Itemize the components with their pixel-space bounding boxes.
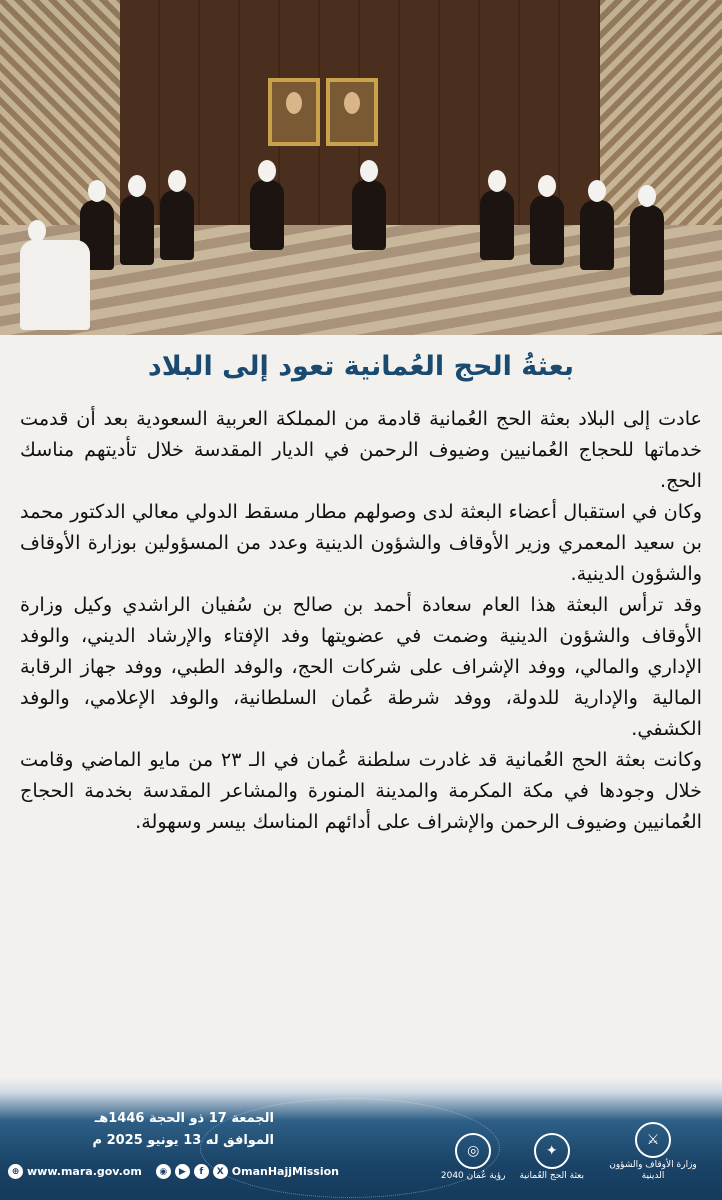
youtube-icon[interactable]: ▶ bbox=[175, 1164, 190, 1179]
portrait-left bbox=[268, 78, 320, 146]
footer bbox=[0, 1078, 722, 1200]
person bbox=[160, 190, 194, 260]
person bbox=[530, 195, 564, 265]
hajj-mission-logo-icon: ✦ bbox=[534, 1133, 570, 1169]
article-paragraph: وكانت بعثة الحج العُمانية قد غادرت سلطنة عُمان في الـ ٢٣ من مايو الماضي وقامت خلال وجودها في مكة المكرمة والمدينة المنورة والمشاعر المقدسة بخدمة الحجاج العُمانيين وضيوف الرحمن والإشراف على أدائهم المناسك بيسر وسهولة. bbox=[20, 748, 702, 833]
date-block bbox=[24, 1108, 274, 1152]
article-body bbox=[20, 403, 702, 837]
hajj-mission-logo: ✦ بعثة الحج العُمانية bbox=[519, 1133, 584, 1182]
vision-logo: ◎ رؤية عُمان 2040 bbox=[441, 1133, 506, 1182]
header-photo bbox=[0, 0, 722, 335]
ministry-emblem-icon: ⚔ bbox=[635, 1122, 671, 1158]
contact-links bbox=[8, 1164, 339, 1179]
instagram-icon[interactable]: ◉ bbox=[156, 1164, 171, 1179]
person bbox=[120, 195, 154, 265]
portrait-right bbox=[326, 78, 378, 146]
person bbox=[480, 190, 514, 260]
article-paragraph: عادت إلى البلاد بعثة الحج العُمانية قادمة من المملكة العربية السعودية بعد أن قدمت خدماتها للحجاج العُمانيين وضيوف الرحمن في الديار المقدسة خلال تأديتهم مناسك الحج. bbox=[20, 407, 702, 492]
article-section bbox=[0, 335, 722, 1090]
social-link[interactable]: ◉ ▶ f X OmanHajjMission bbox=[156, 1164, 339, 1179]
date-hijri: الجمعة 17 ذو الحجة 1446هـ bbox=[94, 1111, 274, 1126]
ministry-logo: ⚔ وزارة الأوقاف والشؤون الدينية bbox=[598, 1122, 708, 1182]
facebook-icon[interactable]: f bbox=[194, 1164, 209, 1179]
globe-icon: ⊕ bbox=[8, 1164, 23, 1179]
person-seated-left bbox=[250, 180, 284, 250]
logo-strip bbox=[441, 1122, 708, 1182]
date-gregorian: الموافق له 13 يونيو 2025 م bbox=[92, 1133, 274, 1148]
vision-logo-icon: ◎ bbox=[455, 1133, 491, 1169]
article-paragraph: وكان في استقبال أعضاء البعثة لدى وصولهم مطار مسقط الدولي معالي الدكتور محمد بن سعيد المعمري وزير الأوقاف والشؤون الدينية وعدد من المسؤولين بوزارة الأوقاف والشؤون الدينية. bbox=[20, 500, 702, 585]
x-icon[interactable]: X bbox=[213, 1164, 228, 1179]
article-paragraph: وقد ترأس البعثة هذا العام سعادة أحمد بن صالح بن سُفيان الراشدي وكيل وزارة الأوقاف والشؤون الدينية وضمت في عضويتها وفد الإفتاء والإرشاد الديني، والوفد الإداري والمالي، ووفد الإشراف على شركات الحج، والوفد الطبي، ووفد جهاز الرقابة المالية والإدارية للدولة، ووفد شرطة عُمان السلطانية، والوفد الإعلامي، والوفد الكشفي. bbox=[20, 593, 702, 740]
person-seated-right bbox=[352, 180, 386, 250]
person bbox=[20, 240, 90, 330]
article-title: بعثةُ الحج العُمانية تعود إلى البلاد bbox=[147, 351, 575, 382]
person bbox=[580, 200, 614, 270]
person bbox=[630, 205, 664, 295]
website-link[interactable]: ⊕ www.mara.gov.om bbox=[8, 1164, 142, 1179]
